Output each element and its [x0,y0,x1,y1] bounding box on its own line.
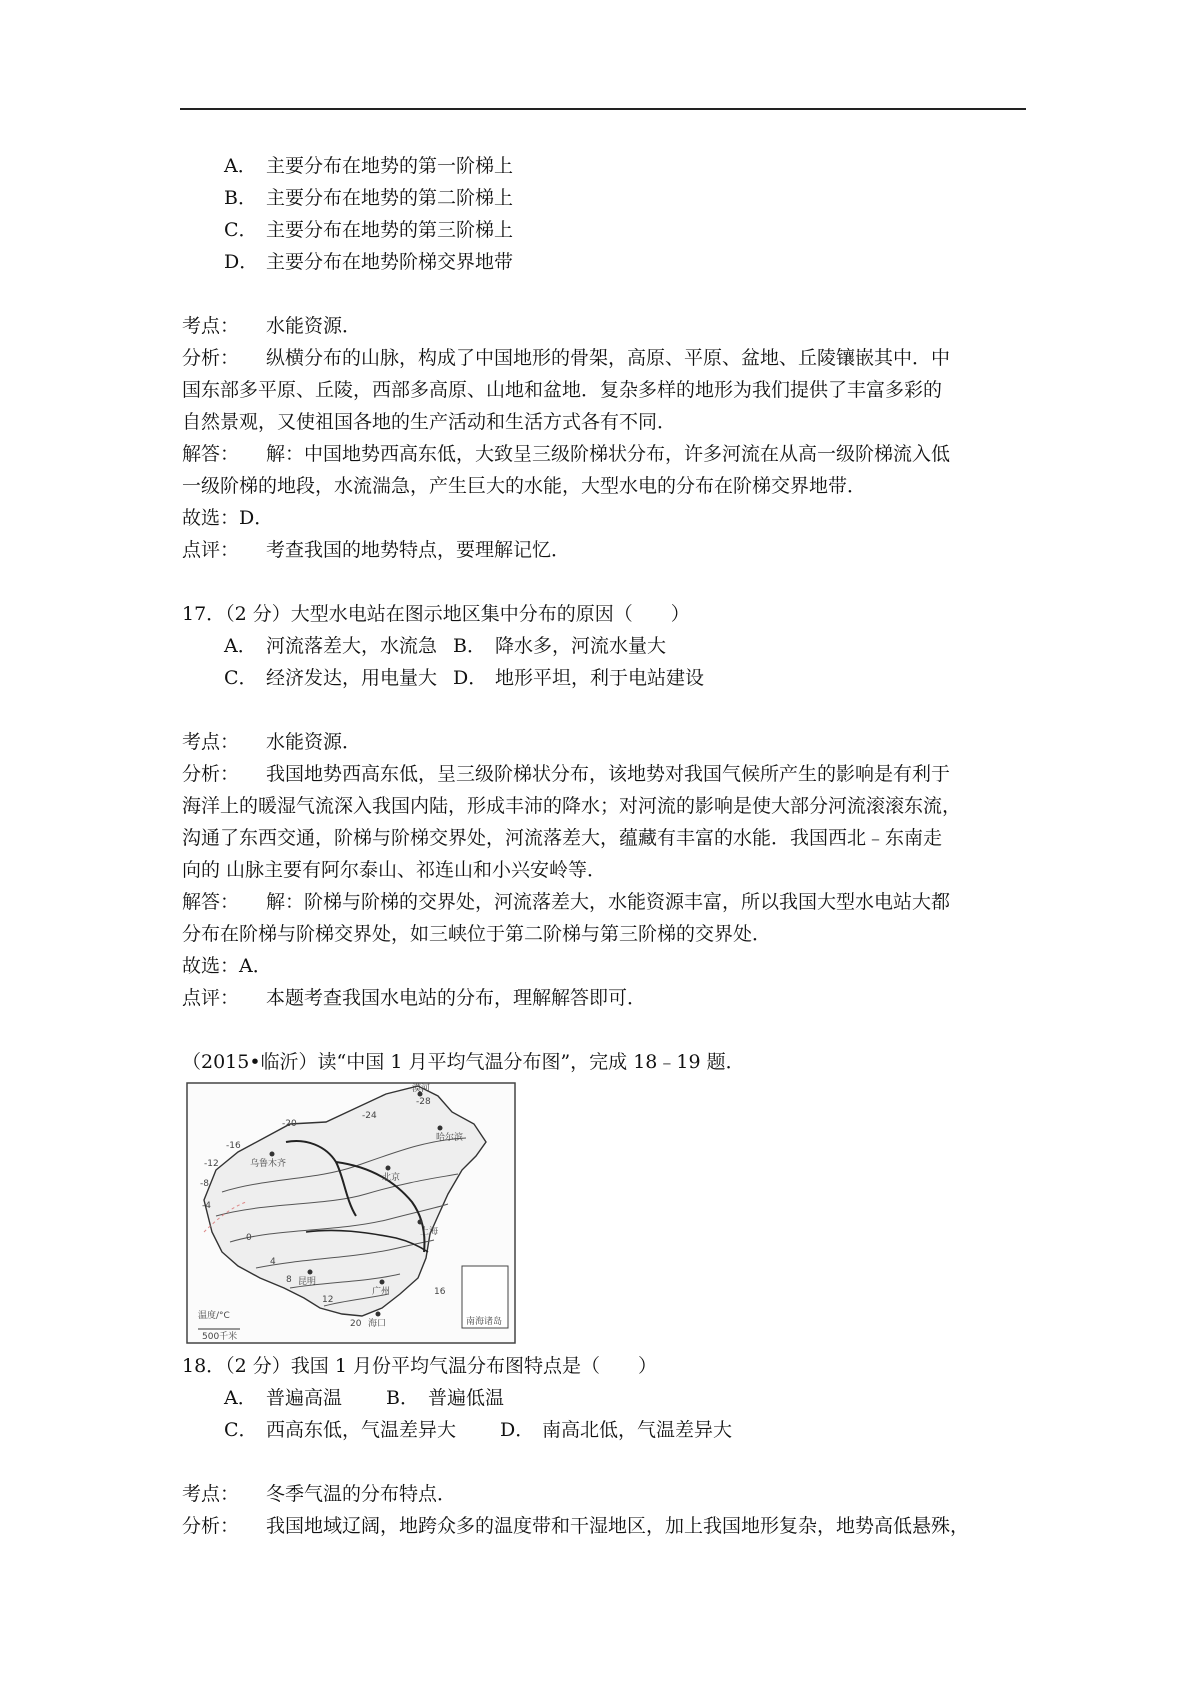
map-svg [186,1082,516,1344]
map-label: -8 [200,1179,209,1189]
map-label: 8 [286,1275,292,1285]
map-label: 上海 [420,1227,439,1237]
map-label: -20 [282,1119,297,1129]
q18-stem: 18．（2 分）我国 1 月份平均气温分布图特点是（ ） [182,1355,657,1377]
q17-options-cd: C． 经济发达，用电量大 D． 地形平坦，利于电站建设 [224,667,705,689]
q18-options-ab: A． 普遍高温 B． 普遍低温 [224,1387,505,1409]
q17-fenxi-1: 分析： 我国地势西高东低，呈三级阶梯状分布，该地势对我国气候所产生的影响是有利于 [182,763,951,785]
map-label: 4 [270,1257,276,1267]
map-label: 12 [322,1295,334,1305]
map-label: -16 [226,1141,241,1151]
q16-kaodian: 考点： 水能资源． [182,315,362,337]
q16-guxuan: 故选：D． [182,507,274,529]
q16-jieda-2: 一级阶梯的地段，水流湍急，产生巨大的水能，大型水电的分布在阶梯交界地带． [182,475,867,497]
map-label: 哈尔滨 [436,1133,464,1143]
q18-options-cd: C． 西高东低，气温差异大 D． 南高北低，气温差异大 [224,1419,733,1441]
map-label: -4 [202,1201,211,1211]
map-label: 20 [350,1319,362,1329]
map-label: 昆明 [298,1277,317,1287]
q17-options-ab: A． 河流落差大，水流急 B． 降水多，河流水量大 [224,635,667,657]
map-label: 温度/°C [198,1311,230,1321]
header-rule [180,108,1026,110]
q17-fenxi-2: 海洋上的暖湿气流深入我国内陆，形成丰沛的降水；对河流的影响是使大部分河流滚滚东流， [182,795,962,817]
q16-dianping: 点评： 考查我国的地势特点，要理解记忆． [182,539,571,561]
q17-dianping: 点评： 本题考查我国水电站的分布，理解解答即可． [182,987,647,1009]
map-label: -28 [416,1097,431,1107]
q16-jieda-1: 解答： 解：中国地势西高东低，大致呈三级阶梯状分布，许多河流在从高一级阶梯流入低 [182,443,951,465]
q17-kaodian: 考点： 水能资源． [182,731,362,753]
q16-fenxi-1: 分析： 纵横分布的山脉，构成了中国地形的骨架，高原、平原、盆地、丘陵镶嵌其中．中 [182,347,951,369]
q16-option-b: B． 主要分布在地势的第二阶梯上 [224,187,514,209]
q17-stem: 17．（2 分）大型水电站在图示地区集中分布的原因（ ） [182,603,690,625]
q17-fenxi-4: 向的 山脉主要有阿尔泰山、祁连山和小兴安岭等． [182,859,607,881]
map-label: -12 [204,1159,219,1169]
q16-fenxi-2: 国东部多平原、丘陵，西部多高原、山地和盆地．复杂多样的地形为我们提供了丰富多彩的 [182,379,943,401]
map-label: 北京 [382,1173,401,1183]
q16-option-a: A． 主要分布在地势的第一阶梯上 [224,155,514,177]
map-label: 海口 [368,1319,387,1329]
q17-fenxi-3: 沟通了东西交通，阶梯与阶梯交界处，河流落差大，蕴藏有丰富的水能．我国西北﹣东南走 [182,827,943,849]
map-label: 南海诸岛 [466,1317,503,1327]
map-label: 漠河 [412,1084,431,1094]
map-label: 0 [246,1233,252,1243]
q16-fenxi-3: 自然景观，又使祖国各地的生产活动和生活方式各有不同． [182,411,677,433]
map-label: 16 [434,1287,446,1297]
document-content [182,150,1030,1542]
q17-jieda-2: 分布在阶梯与阶梯交界处，如三峡位于第二阶梯与第三阶梯的交界处． [182,923,772,945]
map-label: 乌鲁木齐 [250,1159,287,1169]
q17-jieda-1: 解答： 解：阶梯与阶梯的交界处，河流落差大，水能资源丰富，所以我国大型水电站大都 [182,891,951,913]
q17-guxuan: 故选：A． [182,955,272,977]
q18-fenxi-1: 分析： 我国地域辽阔，地跨众多的温度带和干湿地区，加上我国地形复杂，地势高低悬殊， [182,1515,970,1537]
map-label: 500千米 [202,1332,238,1342]
map-label: -24 [362,1111,377,1121]
q18-kaodian: 考点： 冬季气温的分布特点． [182,1483,457,1505]
q16-option-c: C． 主要分布在地势的第三阶梯上 [224,219,514,241]
map-label: 广州 [372,1287,391,1297]
q18-19-intro: （2015•临沂）读“中国 1 月平均气温分布图”，完成 18﹣19 题． [182,1051,745,1073]
q16-option-d: D． 主要分布在地势阶梯交界地带 [224,251,514,273]
january-temperature-map [186,1082,516,1344]
